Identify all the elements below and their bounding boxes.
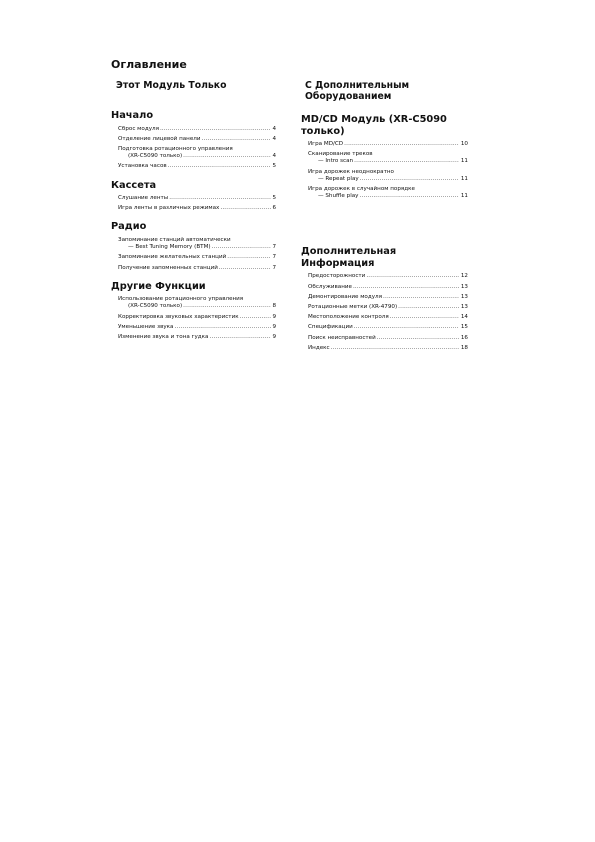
entry-text: Спецификации bbox=[308, 324, 353, 331]
leader-dots bbox=[168, 163, 272, 170]
toc-entry[interactable] bbox=[118, 126, 276, 133]
leader-dots bbox=[353, 284, 459, 291]
toc-entry[interactable] bbox=[308, 314, 468, 321]
leader-dots bbox=[227, 254, 271, 261]
leader-dots bbox=[209, 334, 271, 341]
entry-text: (XR-C5090 только) bbox=[128, 153, 183, 160]
entry-page: 11 bbox=[460, 193, 468, 200]
toc-section-mdcd bbox=[301, 114, 468, 200]
leader-dots bbox=[366, 273, 459, 280]
left-subtitle: Этот Модуль Только bbox=[116, 80, 227, 91]
leader-dots bbox=[183, 303, 271, 310]
leader-dots bbox=[377, 335, 459, 342]
entry-text: — Best Tuning Memory (BTM) bbox=[128, 244, 211, 251]
section-heading: Кассета bbox=[111, 179, 157, 191]
entry-text: Отделение лицевой панели bbox=[118, 135, 201, 142]
entry-text: Местоположение контроля bbox=[308, 314, 389, 321]
entry-text: Игра MD/CD bbox=[308, 141, 344, 147]
toc-entry[interactable] bbox=[308, 345, 468, 352]
entry-page: 9 bbox=[272, 323, 276, 330]
toc-entry[interactable] bbox=[308, 335, 468, 342]
entry-page: 7 bbox=[272, 244, 276, 251]
toc-entry[interactable] bbox=[308, 169, 468, 183]
leader-dots bbox=[219, 265, 272, 272]
entry-text-line1: Подготовка ротационного управления bbox=[118, 145, 233, 152]
leader-dots bbox=[354, 324, 459, 331]
entry-page: 15 bbox=[460, 324, 468, 331]
toc-entry[interactable] bbox=[118, 146, 276, 160]
section-heading bbox=[301, 114, 468, 137]
entry-text: Уменьшение звука bbox=[118, 323, 174, 330]
entry-text: Сброс модуля bbox=[118, 125, 159, 132]
entry-page: 4 bbox=[272, 135, 276, 142]
entry-text-line1: Запоминание станций автоматически bbox=[118, 236, 231, 243]
toc-entry[interactable] bbox=[118, 136, 276, 143]
leader-dots bbox=[174, 324, 271, 331]
leader-dots bbox=[359, 193, 459, 200]
toc-entry[interactable] bbox=[308, 304, 468, 311]
entry-text: — Shuffle play bbox=[318, 193, 359, 200]
entry-page: 13 bbox=[460, 283, 468, 290]
toc-entry[interactable] bbox=[308, 151, 468, 165]
toc-entry[interactable] bbox=[308, 273, 468, 280]
entry-page: 9 bbox=[272, 334, 276, 341]
entry-text: Слушание ленты bbox=[118, 195, 169, 202]
section-heading: Дополнительная Информация bbox=[301, 246, 397, 269]
entry-page: 5 bbox=[272, 163, 276, 170]
leader-dots bbox=[331, 345, 459, 352]
toc-left-column bbox=[111, 80, 276, 344]
entry-text: Индекс bbox=[308, 344, 330, 351]
leader-dots bbox=[160, 126, 271, 133]
leader-dots bbox=[390, 314, 459, 321]
entry-page: 16 bbox=[460, 334, 468, 341]
toc-entry[interactable] bbox=[118, 254, 276, 261]
entry-page: 9 bbox=[272, 313, 276, 320]
entry-text: Предосторожности bbox=[308, 273, 366, 280]
entry-text: Установка часов bbox=[118, 163, 167, 170]
entry-page: 13 bbox=[460, 293, 468, 300]
entry-page: 11 bbox=[460, 175, 468, 182]
toc-entry[interactable] bbox=[118, 205, 276, 212]
entry-page: 11 bbox=[460, 158, 468, 165]
entry-page: 12 bbox=[460, 273, 468, 280]
toc-section-radio bbox=[111, 221, 276, 271]
entry-page: 4 bbox=[272, 153, 276, 160]
leader-dots bbox=[212, 244, 272, 251]
section-heading: Радио bbox=[111, 221, 147, 233]
leader-dots bbox=[383, 294, 459, 301]
entry-page: 10 bbox=[460, 141, 468, 147]
section-heading-line2: только) bbox=[301, 125, 345, 137]
entry-text-line1: Сканирование треков bbox=[308, 151, 373, 158]
entry-text: Поиск неисправностей bbox=[308, 334, 376, 341]
toc-entry[interactable] bbox=[308, 141, 468, 148]
right-subtitle-line2: Оборудованием bbox=[305, 91, 392, 102]
toc-entry[interactable] bbox=[118, 314, 276, 321]
page-title: Оглавление bbox=[111, 58, 187, 71]
toc-section-other-functions bbox=[111, 281, 276, 342]
leader-dots bbox=[360, 176, 459, 183]
leader-dots bbox=[220, 205, 271, 212]
toc-entry[interactable] bbox=[308, 284, 468, 291]
leader-dots bbox=[240, 314, 272, 321]
leader-dots bbox=[202, 136, 272, 143]
right-subtitle-line1: С Дополнительным bbox=[305, 80, 410, 91]
entry-page: 7 bbox=[272, 264, 276, 271]
entry-text: Ротационные метки (XR-4790) bbox=[308, 304, 398, 311]
toc-section-additional-info bbox=[301, 246, 468, 352]
toc-entry[interactable] bbox=[118, 163, 276, 170]
entry-page: 4 bbox=[272, 125, 276, 132]
entry-text: Демонтирование модуля bbox=[308, 293, 382, 300]
entry-text: Запоминание желательных станций bbox=[118, 254, 227, 261]
section-heading: Другие Функции bbox=[111, 280, 206, 292]
entry-text: (XR-C5090 только) bbox=[128, 303, 183, 310]
leader-dots bbox=[398, 304, 459, 311]
entry-text: Игра ленты в различных режимах bbox=[118, 205, 220, 212]
entry-text-line1: Использование ротационного управления bbox=[118, 296, 244, 303]
entry-text: Обслуживание bbox=[308, 283, 352, 290]
entry-page: 7 bbox=[272, 254, 276, 261]
toc-entry[interactable] bbox=[118, 324, 276, 331]
entry-page: 5 bbox=[272, 195, 276, 202]
entry-page: 6 bbox=[272, 205, 276, 212]
toc-entry[interactable] bbox=[118, 237, 276, 251]
entry-text: Изменение звука и тона гудка bbox=[118, 334, 209, 341]
toc-entry[interactable] bbox=[118, 334, 276, 341]
toc-entry[interactable] bbox=[118, 265, 276, 272]
section-heading: Начало bbox=[111, 110, 154, 121]
entry-page: 18 bbox=[460, 344, 468, 351]
toc-right-column bbox=[301, 80, 468, 355]
toc-section-cassette bbox=[111, 180, 276, 213]
entry-page: 14 bbox=[460, 314, 468, 321]
entry-text: Получение запомненных станций bbox=[118, 264, 218, 271]
entry-text: Корректировка звуковых характеристик bbox=[118, 313, 239, 320]
leader-dots bbox=[169, 195, 271, 202]
entry-text: — Repeat play bbox=[318, 175, 359, 182]
entry-text-line1: Игра дорожек неоднократно bbox=[308, 168, 394, 175]
leader-dots bbox=[183, 153, 271, 160]
toc-entry[interactable] bbox=[118, 195, 276, 202]
entry-page: 13 bbox=[460, 304, 468, 311]
entry-text: — Intro scan bbox=[318, 158, 354, 165]
toc-entry[interactable] bbox=[118, 296, 276, 310]
toc-entry[interactable] bbox=[308, 324, 468, 331]
toc-entry[interactable] bbox=[308, 186, 468, 200]
toc-entry[interactable] bbox=[308, 294, 468, 301]
leader-dots bbox=[344, 141, 459, 148]
entry-page: 8 bbox=[272, 303, 276, 310]
toc-section-start bbox=[111, 110, 276, 171]
right-subtitle bbox=[301, 80, 468, 102]
section-heading-line1: MD/CD Модуль (XR-C5090 bbox=[301, 114, 447, 125]
leader-dots bbox=[354, 158, 459, 165]
entry-text-line1: Игра дорожек в случайном порядке bbox=[308, 186, 415, 193]
